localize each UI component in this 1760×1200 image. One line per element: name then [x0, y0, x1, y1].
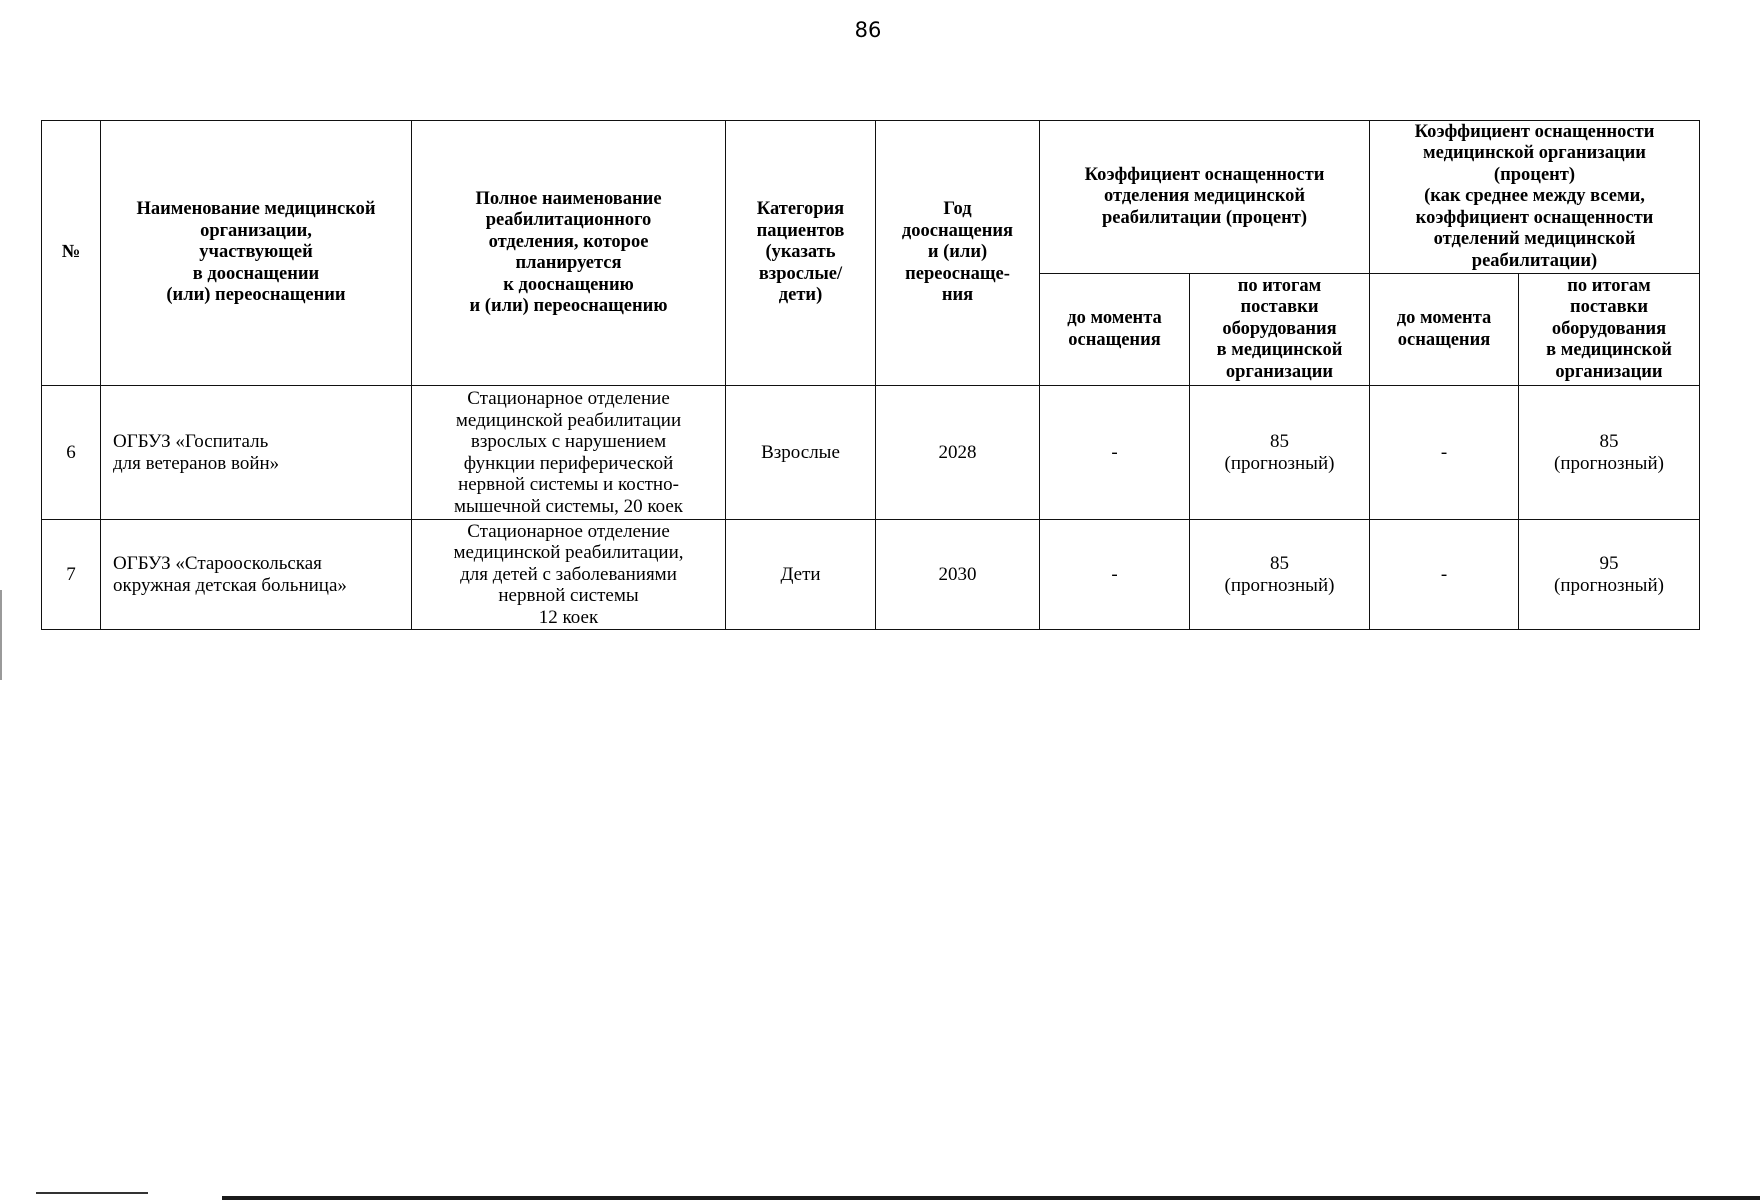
- row-dept-before: -: [1040, 520, 1190, 630]
- header-dept-before: до момента оснащения: [1040, 274, 1190, 386]
- header-dept-name: Полное наименование реабилитационного отделения, которое планируется к дооснащению и (или) переоснащению: [412, 121, 726, 386]
- row-category: Дети: [726, 520, 876, 630]
- row-org-after: 95 (прогнозный): [1519, 520, 1700, 630]
- row-dept-after: 85 (прогнозный): [1190, 386, 1370, 520]
- equipment-table: [41, 120, 1700, 630]
- row-org-before: -: [1370, 386, 1519, 520]
- scan-edge-mark: [0, 590, 2, 680]
- header-dept-coefficient: Коэффициент оснащенности отделения медицинской реабилитации (процент): [1040, 121, 1370, 274]
- header-org-coefficient: Коэффициент оснащенности медицинской организации (процент) (как среднее между всеми, коэффициент оснащенности отделений медицинской реабилитации): [1370, 121, 1700, 274]
- header-org-after: по итогам поставки оборудования в медицинской организации: [1519, 274, 1700, 386]
- header-year: Год дооснащения и (или) переоснаще- ния: [876, 121, 1040, 386]
- row-year: 2028: [876, 386, 1040, 520]
- header-dept-after: по итогам поставки оборудования в медицинской организации: [1190, 274, 1370, 386]
- table-row: [42, 386, 1700, 520]
- row-org-after: 85 (прогнозный): [1519, 386, 1700, 520]
- row-org-before: -: [1370, 520, 1519, 630]
- footer-divider-short: [36, 1192, 148, 1194]
- footer-divider: [222, 1196, 1760, 1200]
- row-org-name: ОГБУЗ «Старооскольская окружная детская больница»: [101, 520, 412, 630]
- row-num: 6: [42, 386, 101, 520]
- row-dept-before: -: [1040, 386, 1190, 520]
- table-row: [42, 520, 1700, 630]
- header-org-name: Наименование медицинской организации, участвующей в дооснащении (или) переоснащении: [101, 121, 412, 386]
- row-dept-after: 85 (прогнозный): [1190, 520, 1370, 630]
- page-number: 86: [854, 18, 882, 42]
- header-patient-category: Категория пациентов (указать взрослые/ дети): [726, 121, 876, 386]
- header-num: №: [42, 121, 101, 386]
- row-num: 7: [42, 520, 101, 630]
- row-dept-name: Стационарное отделение медицинской реабилитации взрослых с нарушением функции периферической нервной системы и костно- мышечной системы, 20 коек: [412, 386, 726, 520]
- row-category: Взрослые: [726, 386, 876, 520]
- row-dept-name: Стационарное отделение медицинской реабилитации, для детей с заболеваниями нервной системы 12 коек: [412, 520, 726, 630]
- row-year: 2030: [876, 520, 1040, 630]
- row-org-name: ОГБУЗ «Госпиталь для ветеранов войн»: [101, 386, 412, 520]
- header-org-before: до момента оснащения: [1370, 274, 1519, 386]
